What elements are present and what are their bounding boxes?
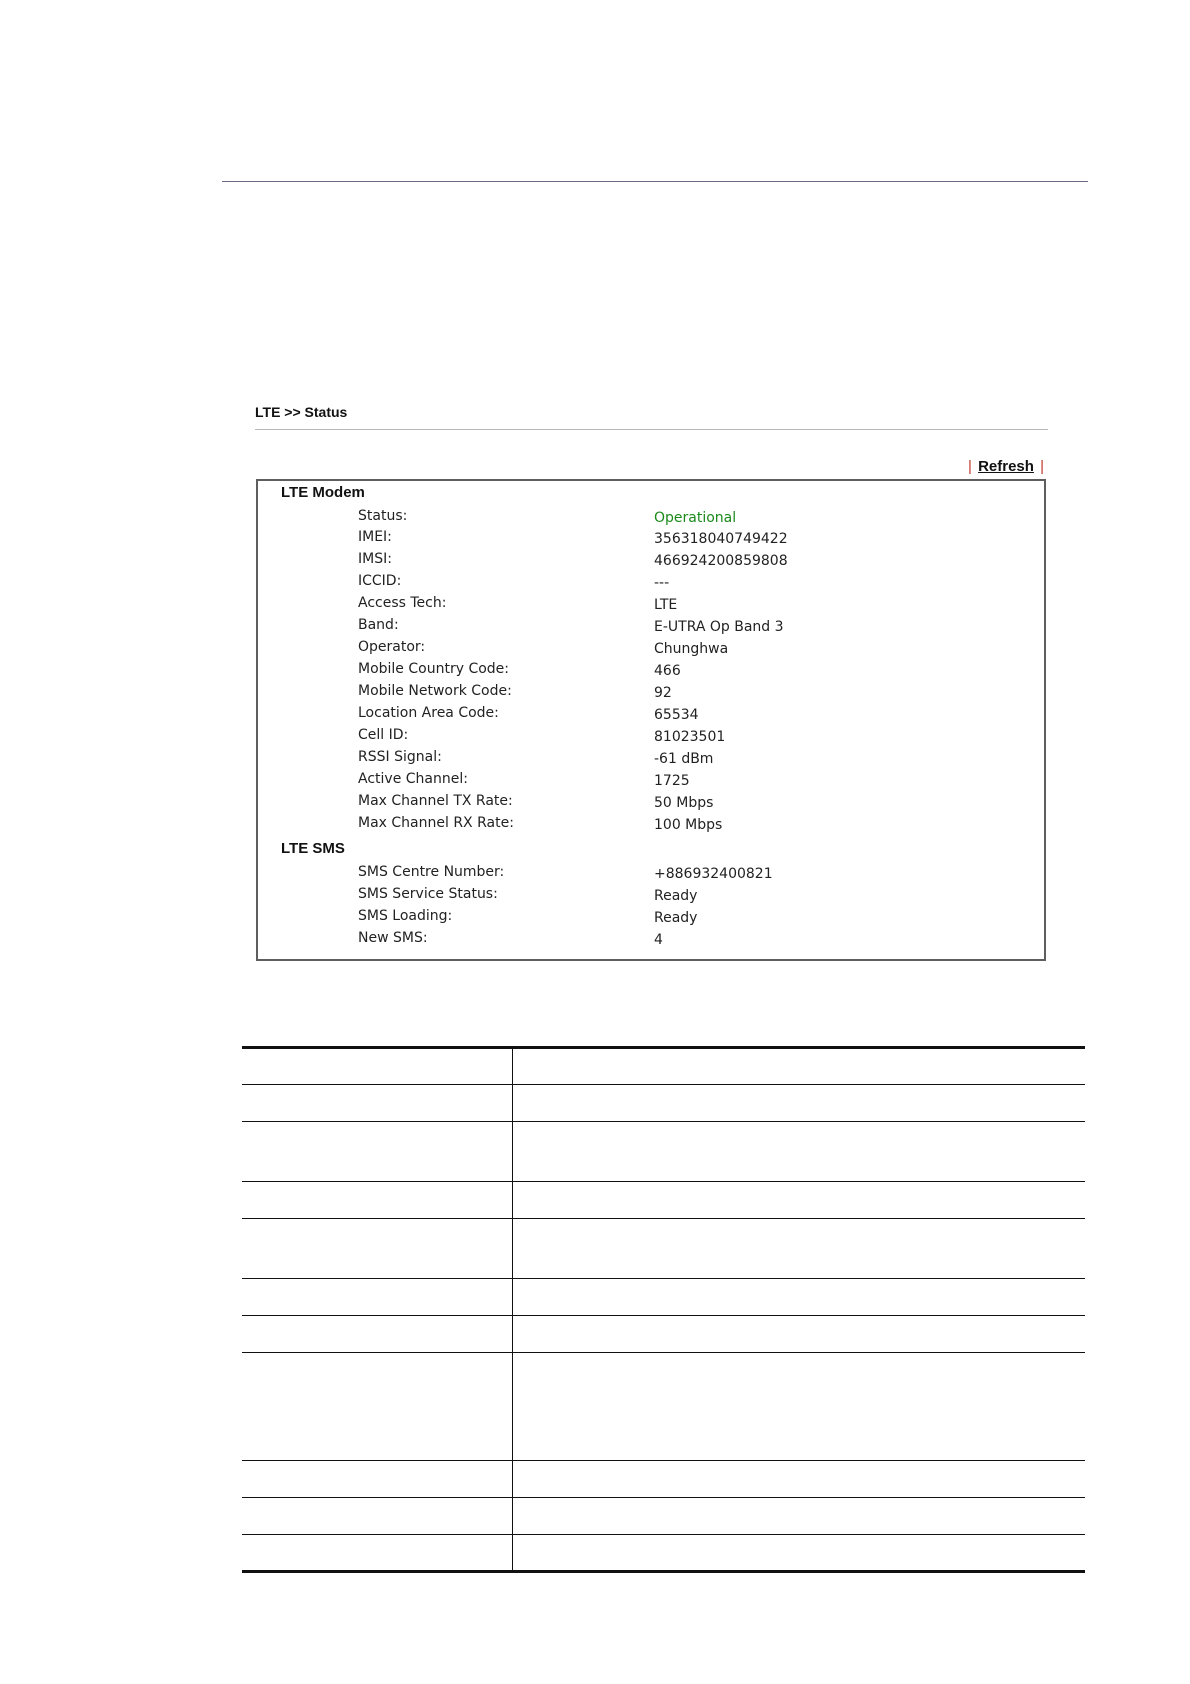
- table-cell: [513, 1461, 1086, 1498]
- page-header-rule: [222, 181, 1088, 182]
- access-tech-label: Access Tech:: [358, 595, 447, 611]
- sms-service-status-value: Ready: [654, 888, 698, 904]
- table-row: [242, 1316, 1085, 1353]
- table-row: [242, 1122, 1085, 1182]
- table-cell: [513, 1085, 1086, 1122]
- table-cell: [242, 1182, 513, 1219]
- rssi-signal-row: [258, 749, 1044, 771]
- table-cell: [513, 1182, 1086, 1219]
- lte-status-panel: [256, 479, 1046, 961]
- rssi-signal-label: RSSI Signal:: [358, 749, 442, 765]
- table-cell: [242, 1498, 513, 1535]
- imei-row: [258, 529, 1044, 551]
- table-cell: [242, 1535, 513, 1572]
- mobile-network-code-row: [258, 683, 1044, 705]
- sms-service-status-row: [258, 886, 1044, 908]
- table-cell: [242, 1353, 513, 1461]
- table-row: [242, 1279, 1085, 1316]
- table-row: [242, 1219, 1085, 1279]
- max-channel-tx-rate-label: Max Channel TX Rate:: [358, 793, 513, 809]
- new-sms-row: [258, 930, 1044, 952]
- active-channel-label: Active Channel:: [358, 771, 468, 787]
- active-channel-value: 1725: [654, 773, 690, 789]
- location-area-code-label: Location Area Code:: [358, 705, 499, 721]
- band-value: E-UTRA Op Band 3: [654, 619, 784, 635]
- sms-service-status-label: SMS Service Status:: [358, 886, 498, 902]
- sms-centre-number-label: SMS Centre Number:: [358, 864, 505, 880]
- sms-centre-number-row: [258, 864, 1044, 886]
- table-cell: [513, 1279, 1086, 1316]
- location-area-code-value: 65534: [654, 707, 699, 723]
- mobile-network-code-label: Mobile Network Code:: [358, 683, 512, 699]
- refresh-separator-right: |: [1040, 458, 1045, 475]
- table-row: [242, 1048, 1085, 1085]
- mobile-country-code-row: [258, 661, 1044, 683]
- table-row: [242, 1535, 1085, 1572]
- access-tech-row: [258, 595, 1044, 617]
- max-channel-rx-rate-row: [258, 815, 1044, 837]
- table-cell: [513, 1353, 1086, 1461]
- table-row: [242, 1353, 1085, 1461]
- table-row: [242, 1461, 1085, 1498]
- imsi-value: 466924200859808: [654, 553, 788, 569]
- sms-loading-row: [258, 908, 1044, 930]
- breadcrumb-divider: [255, 429, 1048, 430]
- lte-modem-heading: LTE Modem: [281, 484, 365, 501]
- refresh-link[interactable]: Refresh: [978, 458, 1034, 475]
- sms-loading-label: SMS Loading:: [358, 908, 453, 924]
- table-cell: [242, 1219, 513, 1279]
- cell-id-row: [258, 727, 1044, 749]
- table-cell: [513, 1498, 1086, 1535]
- band-row: [258, 617, 1044, 639]
- mobile-country-code-label: Mobile Country Code:: [358, 661, 509, 677]
- imsi-label: IMSI:: [358, 551, 392, 567]
- refresh-bar: [968, 458, 1044, 475]
- active-channel-row: [258, 771, 1044, 793]
- access-tech-value: LTE: [654, 597, 678, 613]
- table-cell: [513, 1048, 1086, 1085]
- mobile-country-code-value: 466: [654, 663, 681, 679]
- iccid-value: ---: [654, 575, 670, 591]
- imei-value: 356318040749422: [654, 531, 788, 547]
- cell-id-label: Cell ID:: [358, 727, 409, 743]
- table-cell: [242, 1085, 513, 1122]
- max-channel-tx-rate-value: 50 Mbps: [654, 795, 714, 811]
- breadcrumb: LTE >> Status: [255, 404, 348, 420]
- lte-sms-heading: LTE SMS: [281, 840, 345, 857]
- mobile-network-code-value: 92: [654, 685, 672, 701]
- table-row: [242, 1498, 1085, 1535]
- rssi-signal-value: -61 dBm: [654, 751, 714, 767]
- table-cell: [242, 1279, 513, 1316]
- description-table: [242, 1046, 1085, 1573]
- sms-centre-number-value: +886932400821: [654, 866, 773, 882]
- status-label: Status:: [358, 508, 408, 524]
- sms-loading-value: Ready: [654, 910, 698, 926]
- operator-label: Operator:: [358, 639, 426, 655]
- table-cell: [513, 1219, 1086, 1279]
- max-channel-rx-rate-label: Max Channel RX Rate:: [358, 815, 514, 831]
- table-row: [242, 1085, 1085, 1122]
- table-cell: [513, 1535, 1086, 1572]
- iccid-label: ICCID:: [358, 573, 402, 589]
- operator-row: [258, 639, 1044, 661]
- table-cell: [242, 1122, 513, 1182]
- new-sms-label: New SMS:: [358, 930, 428, 946]
- table-cell: [242, 1048, 513, 1085]
- table-cell: [242, 1461, 513, 1498]
- max-channel-rx-rate-value: 100 Mbps: [654, 817, 723, 833]
- max-channel-tx-rate-row: [258, 793, 1044, 815]
- location-area-code-row: [258, 705, 1044, 727]
- operator-value: Chunghwa: [654, 641, 729, 657]
- imsi-row: [258, 551, 1044, 573]
- new-sms-value: 4: [654, 932, 663, 948]
- iccid-row: [258, 573, 1044, 595]
- cell-id-value: 81023501: [654, 729, 726, 745]
- band-label: Band:: [358, 617, 399, 633]
- imei-label: IMEI:: [358, 529, 392, 545]
- table-cell: [513, 1122, 1086, 1182]
- status-row: [258, 508, 1044, 530]
- table-cell: [513, 1316, 1086, 1353]
- table-cell: [242, 1316, 513, 1353]
- refresh-separator-left: |: [968, 458, 972, 475]
- table-row: [242, 1182, 1085, 1219]
- status-value: Operational: [654, 510, 737, 526]
